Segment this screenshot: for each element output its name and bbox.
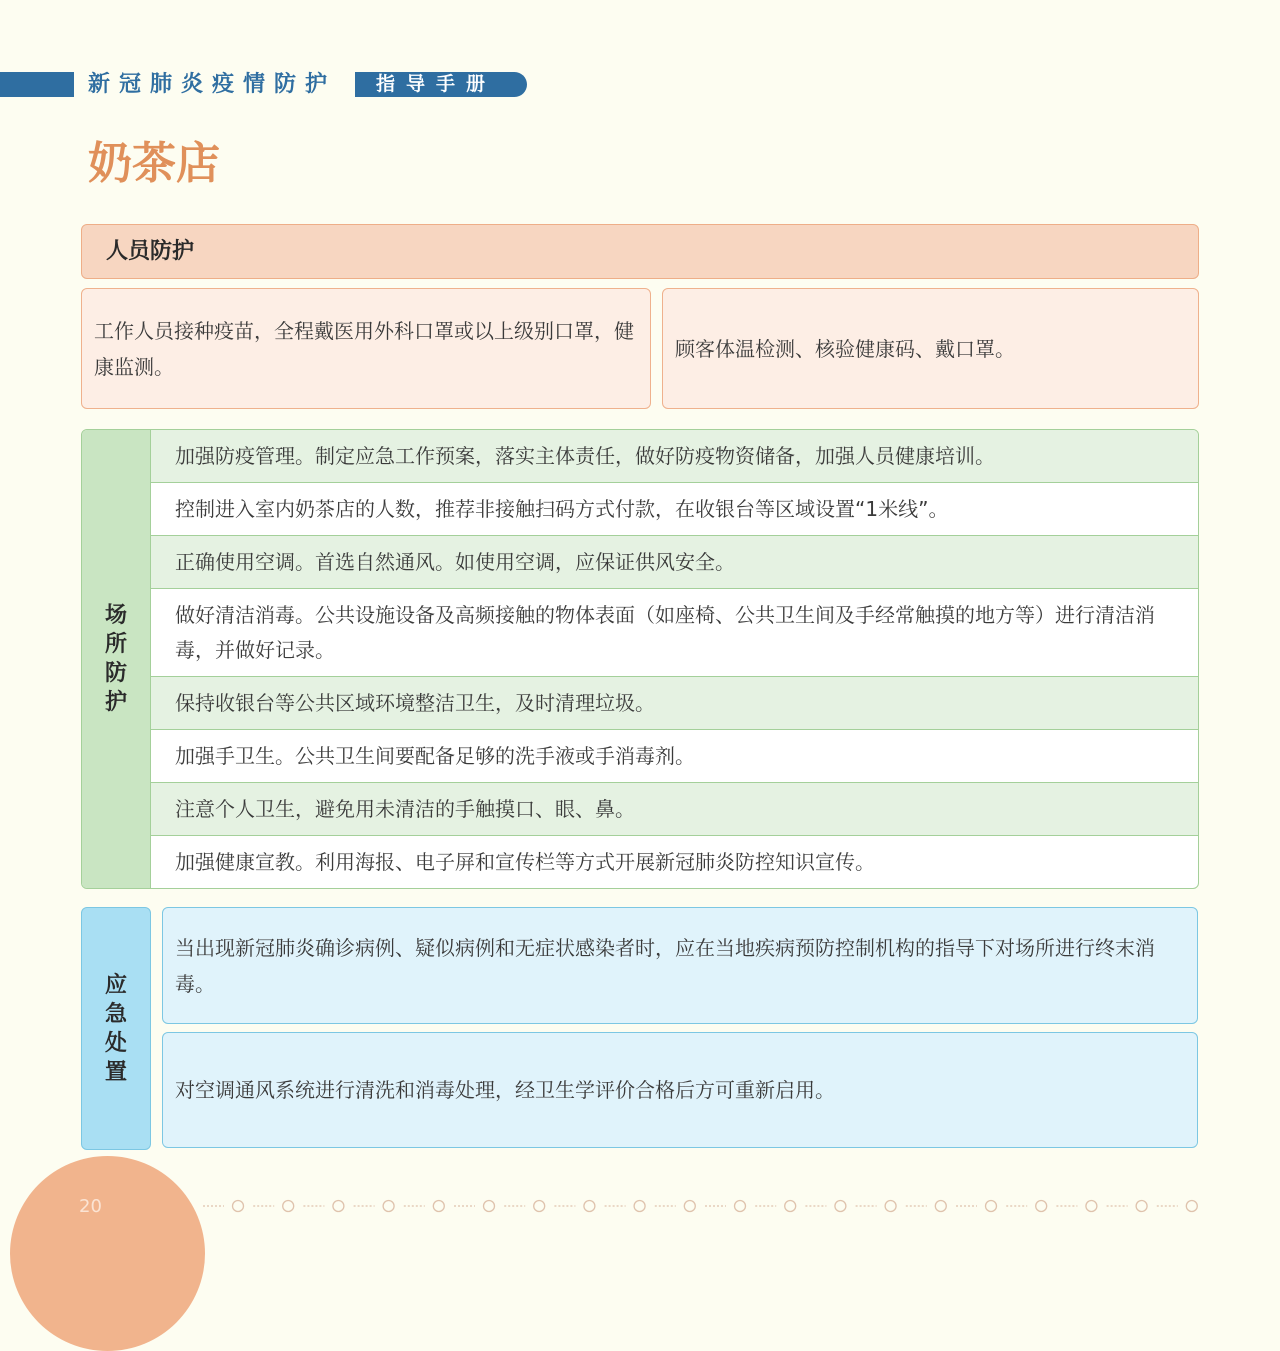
venue-item-text: 加强手卫生。公共卫生间要配备足够的洗手液或手消毒剂。	[175, 743, 695, 768]
emergency-item	[162, 907, 1198, 1024]
page-number-circle	[10, 1156, 205, 1351]
staff-protection-item	[662, 288, 1199, 409]
decorative-dotted-line	[180, 1196, 1200, 1216]
venue-item-text: 保持收银台等公共区域环境整洁卫生，及时清理垃圾。	[175, 690, 655, 715]
venue-protection-item	[151, 483, 1198, 536]
manual-title: 新冠肺炎疫情防护	[88, 72, 337, 97]
venue-item-text: 控制进入室内奶茶店的人数，推荐非接触扫码方式付款，在收银台等区域设置“1米线”。	[175, 496, 949, 521]
venue-protection-label	[82, 430, 151, 888]
venue-protection-item	[151, 677, 1198, 730]
emergency-item-text: 对空调通风系统进行清洗和消毒处理，经卫生学评价合格后方可重新启用。	[175, 1078, 835, 1102]
venue-protection-item	[151, 536, 1198, 589]
venue-protection-item	[151, 783, 1198, 836]
staff-protection-header	[81, 224, 1199, 279]
page-number: 20	[79, 1196, 102, 1217]
manual-tag: 指导手册	[376, 73, 497, 95]
venue-protection-section	[81, 429, 1199, 889]
emergency-item	[162, 1032, 1198, 1148]
venue-protection-list	[151, 430, 1198, 888]
venue-protection-item	[151, 836, 1198, 888]
header-accent-bar	[0, 72, 74, 97]
venue-protection-item	[151, 730, 1198, 783]
staff-protection-text: 工作人员接种疫苗，全程戴医用外科口罩或以上级别口罩，健康监测。	[94, 318, 634, 379]
staff-protection-item	[81, 288, 651, 409]
venue-item-text: 注意个人卫生，避免用未清洁的手触摸口、眼、鼻。	[175, 796, 635, 821]
emergency-item-text: 当出现新冠肺炎确诊病例、疑似病例和无症状感染者时，应在当地疾病预防控制机构的指导下对场所进行终末消毒。	[175, 935, 1155, 996]
venue-protection-label-text: 场所防护	[104, 603, 127, 715]
venue-protection-item	[151, 430, 1198, 483]
staff-protection-heading: 人员防护	[106, 239, 195, 264]
page-title: 奶茶店	[88, 138, 220, 189]
venue-item-text: 加强健康宣教。利用海报、电子屏和宣传栏等方式开展新冠肺炎防控知识宣传。	[175, 849, 875, 874]
staff-protection-text: 顾客体温检测、核验健康码、戴口罩。	[675, 336, 1015, 361]
emergency-label-text: 应急处置	[104, 972, 127, 1085]
emergency-label	[81, 907, 151, 1150]
venue-item-text: 加强防疫管理。制定应急工作预案，落实主体责任，做好防疫物资储备，加强人员健康培训。	[175, 443, 995, 468]
venue-item-text: 做好清洁消毒。公共设施设备及高频接触的物体表面（如座椅、公共卫生间及手经常触摸的地方等）进行清洁消毒，并做好记录。	[175, 602, 1155, 662]
venue-protection-item	[151, 589, 1198, 677]
venue-item-text: 正确使用空调。首选自然通风。如使用空调，应保证供风安全。	[175, 549, 735, 574]
